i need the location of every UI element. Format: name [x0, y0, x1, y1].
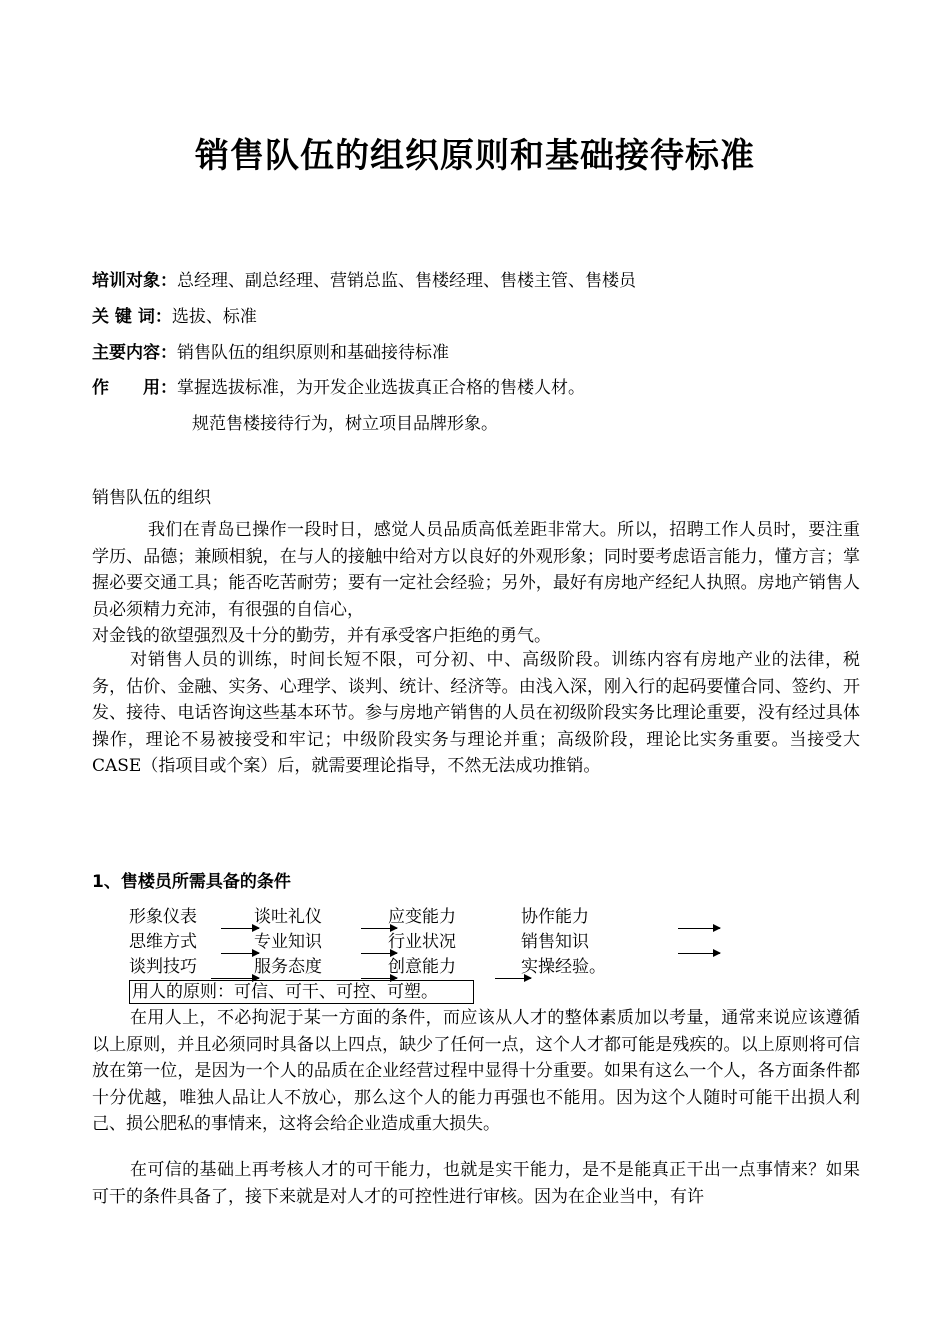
arrow-right-icon [211, 978, 259, 979]
content-label: 主要内容： [92, 343, 177, 363]
arrow-right-icon [361, 978, 397, 979]
arrow-right-icon [221, 928, 259, 929]
paragraph-principle: 在用人上，不必拘泥于某一方面的条件，而应该从人才的整体素质加以考量，通常来说应该遵循以上原则，并且必须同时具备以上四点，缺少了任何一点，这个人才都可能是残疾的。以上原则将可信放在第一位，是因为一个人的品质在企业经营过程中显得十分重要。如果有这么一个人，各方面条件都十分优越，唯独人品让人不放心，那么这个人的能力再强也不能用。因为这个人随时可能干出损人利己、损公肥私的事情来，这将会给企业造成重大损失。 [92, 1008, 860, 1134]
paragraph-capability: 在可信的基础上再考核人才的可干能力，也就是实干能力，是不是能真正干出一点事情来？如果可干的条件具备了，接下来就是对人才的可控性进行审核。因为在企业当中，有许 [92, 1160, 860, 1207]
meta-purpose [92, 374, 585, 402]
grid-cell: 应变能力 [388, 907, 456, 927]
document-title: 销售队伍的组织原则和基础接待标准 [195, 136, 755, 176]
grid-cell: 谈判技巧 [129, 957, 197, 977]
arrow-right-icon [361, 928, 397, 929]
grid-cell: 形象仪表 [129, 907, 197, 927]
grid-cell: 行业状况 [388, 932, 456, 952]
keywords-value: 选拔、标准 [171, 307, 257, 327]
section-heading-organization: 销售队伍的组织 [92, 488, 211, 508]
purpose-value-1: 掌握选拔标准，为开发企业选拔真正合格的售楼人材。 [177, 378, 585, 398]
paragraph-training: 对销售人员的训练，时间长短不限，可分初、中、高级阶段。训练内容有房地产业的法律，税务，估价、金融、实务、心理学、谈判、统计、经济等。由浅入深，刚入行的起码要懂合同、签约、开发、接待、电话咨询这些基本环节。参与房地产销售的人员在初级阶段实务比理论重要，没有经过具体操作，理论不易被接受和牢记；中级阶段实务与理论并重；高级阶段，理论比实务重要。当接受大CASE（指项目或个案）后，就需要理论指导，不然无法成功推销。 [92, 650, 860, 776]
section-heading-conditions: 1、售楼员所需具备的条件 [92, 872, 291, 892]
keywords-label: 关 键 词： [92, 307, 172, 327]
arrow-right-icon [221, 953, 259, 954]
principle-box: 用人的原则：可信、可干、可控、可塑。 [129, 980, 474, 1004]
paragraph-recruit-cont: 对金钱的欲望强烈及十分的勤劳，并有承受客户拒绝的勇气。 [92, 626, 551, 646]
purpose-label: 作 用： [92, 378, 177, 398]
grid-cell: 谈吐礼仪 [254, 907, 322, 927]
meta-content [92, 339, 449, 367]
arrow-right-icon [678, 953, 720, 954]
arrow-right-icon [495, 978, 531, 979]
meta-keywords [92, 303, 257, 331]
grid-cell: 思维方式 [129, 932, 197, 952]
grid-cell: 专业知识 [254, 932, 322, 952]
arrow-right-icon [361, 953, 397, 954]
paragraph-recruit: 我们在青岛已操作一段时日，感觉人员品质高低差距非常大。所以，招聘工作人员时，要注重学历、品德；兼顾相貌，在与人的接触中给对方以良好的外观形象；同时要考虑语言能力，懂方言；掌握必要交通工具；能否吃苦耐劳；要有一定社会经验；另外，最好有房地产经纪人执照。房地产销售人员必须精力充沛，有很强的自信心， [92, 520, 860, 620]
audience-value: 总经理、副总经理、营销总监、售楼经理、售楼主管、售楼员 [177, 271, 636, 291]
grid-cell: 服务态度 [254, 957, 322, 977]
meta-audience [92, 267, 636, 295]
content-value: 销售队伍的组织原则和基础接待标准 [177, 343, 449, 363]
purpose-value-2: 规范售楼接待行为，树立项目品牌形象。 [192, 414, 498, 434]
grid-cell: 创意能力 [388, 957, 456, 977]
arrow-right-icon [678, 928, 720, 929]
grid-cell: 协作能力 [521, 907, 589, 927]
grid-cell: 实操经验。 [521, 957, 606, 977]
audience-label: 培训对象： [92, 271, 177, 291]
grid-cell: 销售知识 [521, 932, 589, 952]
